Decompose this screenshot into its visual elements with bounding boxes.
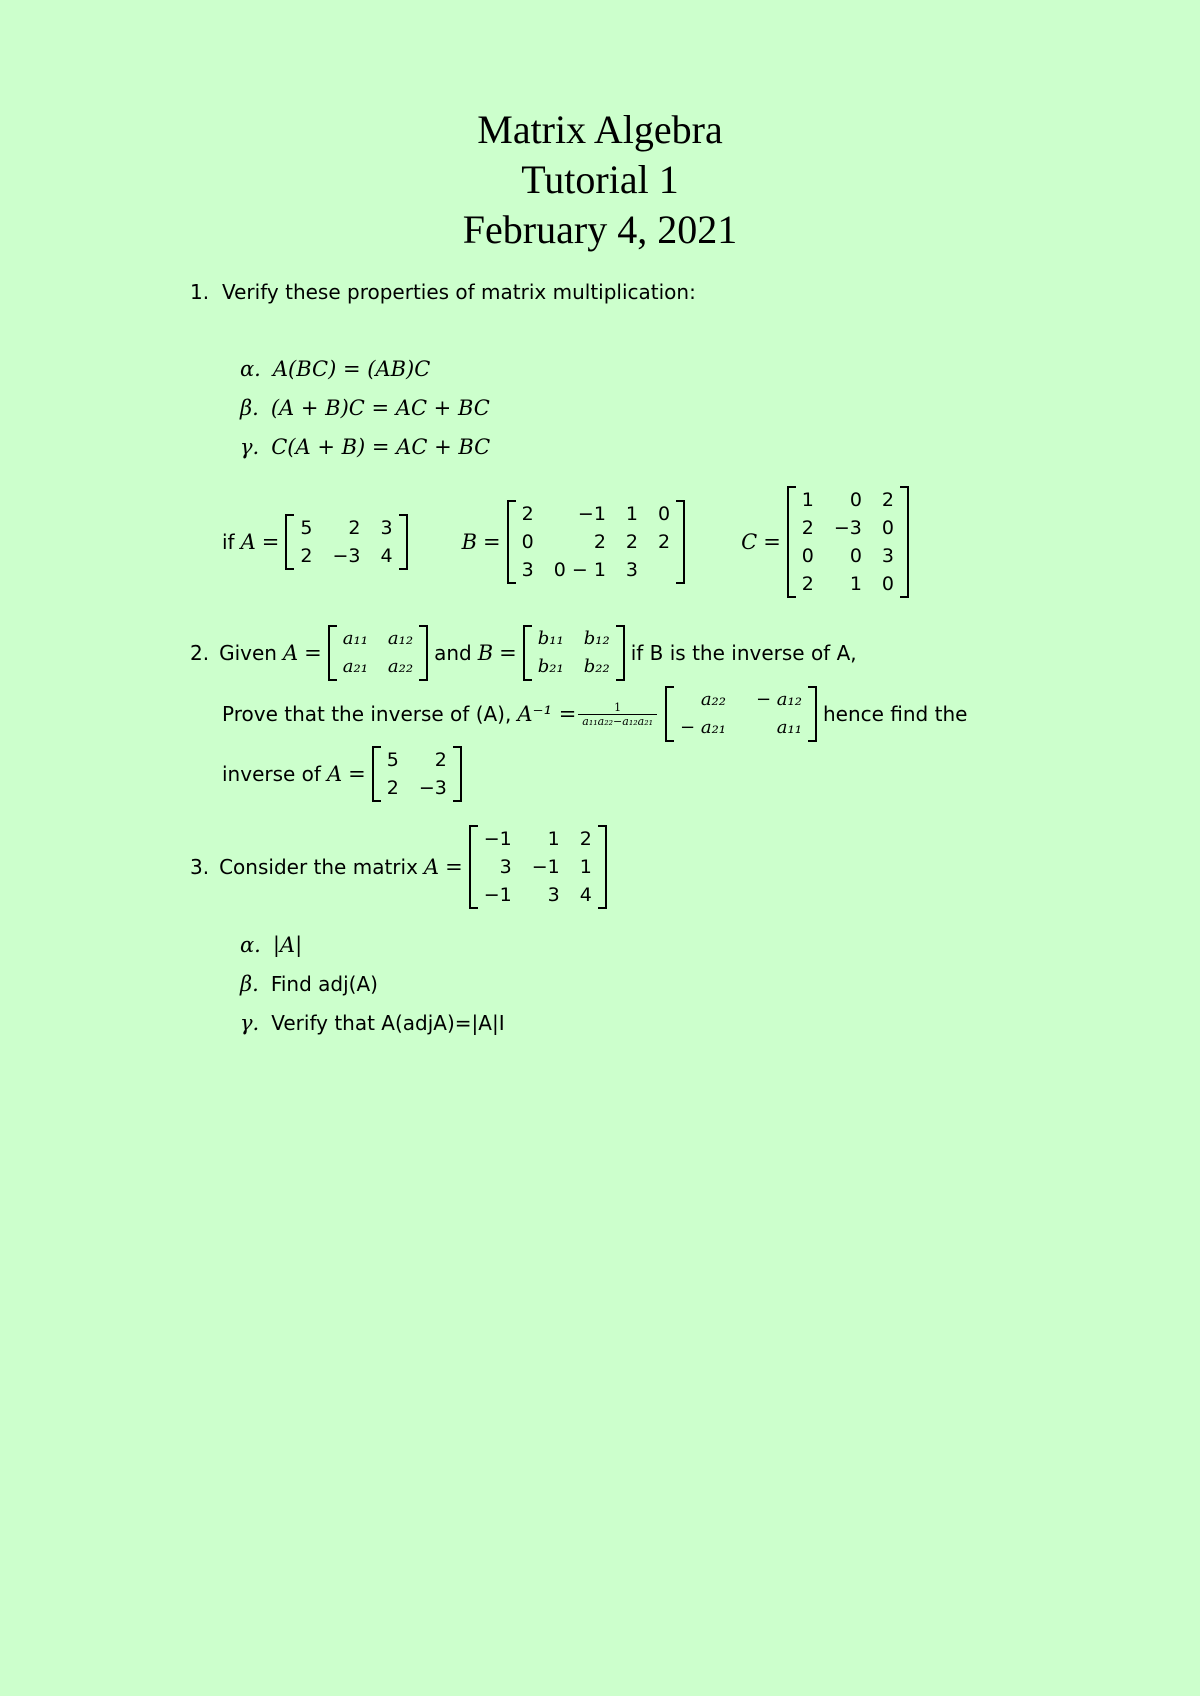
q3-line1: 3. Consider the matrix A = −1 1 2 3 −1 1 −1 3 4 <box>190 823 613 911</box>
q1-prop-label: β. <box>240 396 259 420</box>
q3-part-label: α. <box>240 933 261 957</box>
matrix-cell: b₁₁ <box>537 628 564 649</box>
matrix-cells <box>796 486 900 598</box>
matrix-cell: a₂₂ <box>700 689 726 710</box>
q2-fraction <box>580 701 655 728</box>
matrix-cell: 0 <box>801 545 814 567</box>
fraction-denominator: a₁₁a₂₂−a₁₂a₂₁ <box>582 714 654 728</box>
matrix-cells <box>674 686 808 742</box>
matrix-cell: −1 <box>531 856 560 878</box>
matrix-cell: a₁₂ <box>387 628 414 649</box>
q1-prop-expr: (A + B)C = AC + BC <box>270 396 490 420</box>
matrix-cell: 3 <box>499 856 512 878</box>
q1-prop-label: γ. <box>240 435 260 459</box>
q1-matC-name: C <box>741 530 758 554</box>
q3-part-label: β. <box>240 972 259 996</box>
q1-prop-gamma <box>240 435 490 459</box>
matrix-cells <box>337 625 419 681</box>
matrix-cell <box>658 556 670 584</box>
q1-prop-expr: C(A + B) = AC + BC <box>271 435 491 459</box>
q1-matrices: if A = 5 2 3 2 −3 4 B = 2 −1 1 0 0 2 2 2 3 0 − 1 3 C = 1 0 2 2 −3 0 0 0 3 2 1 0 <box>222 482 915 602</box>
matrix-cell: − a₂₁ <box>680 717 726 738</box>
matrix-cell: 2 <box>801 517 814 539</box>
matrix-cell: 0 − 1 <box>553 559 606 581</box>
q3-part-gamma <box>240 1011 505 1035</box>
matrix-cell: 2 <box>434 749 447 771</box>
q1-prop-expr: A(BC) = (AB)C <box>272 357 431 381</box>
matrix-cell: 4 <box>380 545 393 567</box>
matrix-cell: −3 <box>833 517 862 539</box>
matrix-cell: 3 <box>521 559 534 581</box>
q2-given: Given <box>219 641 277 665</box>
matrix-cell: 1 <box>801 489 814 511</box>
matrix-q2-numeric <box>372 746 462 802</box>
matrix-q1-A <box>285 514 407 570</box>
matrix-q3-A <box>469 825 607 909</box>
q2-line2 <box>222 682 967 746</box>
matrix-cell: −1 <box>577 503 606 525</box>
q2-number: 2. <box>190 641 210 665</box>
matrix-cell: 2 <box>881 489 894 511</box>
matrix-cell: − a₁₂ <box>756 689 802 710</box>
matrix-cell: a₁₁ <box>342 628 368 649</box>
doc-subtitle: Tutorial 1 <box>521 157 679 202</box>
matrix-cell: 1 <box>625 503 639 525</box>
doc-date: February 4, 2021 <box>462 207 738 252</box>
matrix-cell: b₂₁ <box>537 656 564 677</box>
q1-matB-name: B <box>461 530 478 554</box>
matrix-cell: 3 <box>625 559 639 581</box>
matrix-cell: a₂₂ <box>387 656 414 677</box>
matrix-cell: −3 <box>418 777 447 799</box>
q3-part-alpha <box>240 933 302 957</box>
matrix-cell: 4 <box>579 884 592 906</box>
matrix-q1-B <box>507 500 685 584</box>
q1-text: Verify these properties of matrix multiplication: <box>222 280 696 304</box>
matrix-cell: 2 <box>348 517 361 539</box>
matrix-cells <box>381 746 453 802</box>
matrix-cell: b₁₂ <box>583 628 610 649</box>
matrix-cell: 0 <box>881 517 894 539</box>
q2-ainv: A⁻¹ = <box>517 702 577 726</box>
q1-prop-alpha <box>240 357 430 381</box>
q2-inverse-of: inverse of <box>222 762 321 786</box>
q3-part-text: |A| <box>272 933 303 957</box>
matrix-cell: 3 <box>881 545 894 567</box>
matrix-cell: −1 <box>483 884 512 906</box>
matrix-cell: 5 <box>386 749 399 771</box>
matrix-cell: 2 <box>579 828 592 850</box>
matrix-cell: 2 <box>386 777 399 799</box>
matrix-cell: 0 <box>658 503 671 525</box>
q3-text: Consider the matrix <box>219 855 418 879</box>
matrix-q1-C <box>787 486 909 598</box>
q1-prop-label: α. <box>240 357 261 381</box>
title-block <box>0 105 1200 255</box>
q3-part-beta <box>240 972 378 996</box>
q1-number: 1. <box>190 280 210 304</box>
matrix-cell: 0 <box>521 531 534 553</box>
matrix-cell: 2 <box>593 531 606 553</box>
q1-prop-beta <box>240 396 490 420</box>
matrix-cell: 1 <box>547 828 560 850</box>
q3-number: 3. <box>190 855 210 879</box>
q3-part-text: Verify that A(adjA)=|A|I <box>271 1011 505 1035</box>
matrix-cell: 0 <box>849 545 862 567</box>
matrix-cell: 2 <box>521 503 534 525</box>
q2-hence: hence find the <box>822 702 968 726</box>
matrix-cell: 0 <box>849 489 862 511</box>
matrix-cell: 2 <box>801 573 814 595</box>
matrix-cell: 1 <box>849 573 862 595</box>
matrix-cells <box>294 514 398 570</box>
matrix-cell: b₂₂ <box>583 656 610 677</box>
doc-title: Matrix Algebra <box>477 107 723 152</box>
q2-if-inverse: if B is the inverse of A, <box>630 641 857 665</box>
q1-if-text: if <box>222 530 235 554</box>
matrix-cell: 2 <box>625 531 639 553</box>
q2-line1: 2. Given A = a₁₁ a₁₂ a₂₁ a₂₂ and B = b₁₁ b₁₂ b₂₁ b₂₂ if B is the inverse of A, <box>190 621 857 685</box>
matrix-cell: −3 <box>332 545 361 567</box>
matrix-cell: a₁₁ <box>776 717 802 738</box>
q2-line3: inverse of A = 5 2 2 −3 <box>222 742 468 806</box>
matrix-cell: 0 <box>881 573 894 595</box>
matrix-cell: 3 <box>547 884 560 906</box>
matrix-q2-B-general <box>523 625 625 681</box>
matrix-cells <box>532 625 616 681</box>
matrix-q2-adjugate <box>665 686 817 742</box>
matrix-cell: 5 <box>300 517 313 539</box>
q1-matA-name: A <box>240 530 256 554</box>
matrix-cells <box>516 500 676 584</box>
matrix-cell: 2 <box>658 531 671 553</box>
matrix-cell: 3 <box>380 517 393 539</box>
q3-part-label: γ. <box>240 1011 260 1035</box>
matrix-cells <box>478 825 598 909</box>
matrix-cell: −1 <box>483 828 512 850</box>
matrix-cell: 2 <box>300 545 313 567</box>
q2-and: and <box>434 641 472 665</box>
matrix-cell: 1 <box>579 856 592 878</box>
q2-prove: Prove that the inverse of (A), <box>222 702 512 726</box>
matrix-cell: a₂₁ <box>342 656 368 677</box>
q3-part-text: Find adj(A) <box>270 972 378 996</box>
fraction-numerator: 1 <box>578 701 657 715</box>
matrix-q2-A-general <box>328 625 428 681</box>
